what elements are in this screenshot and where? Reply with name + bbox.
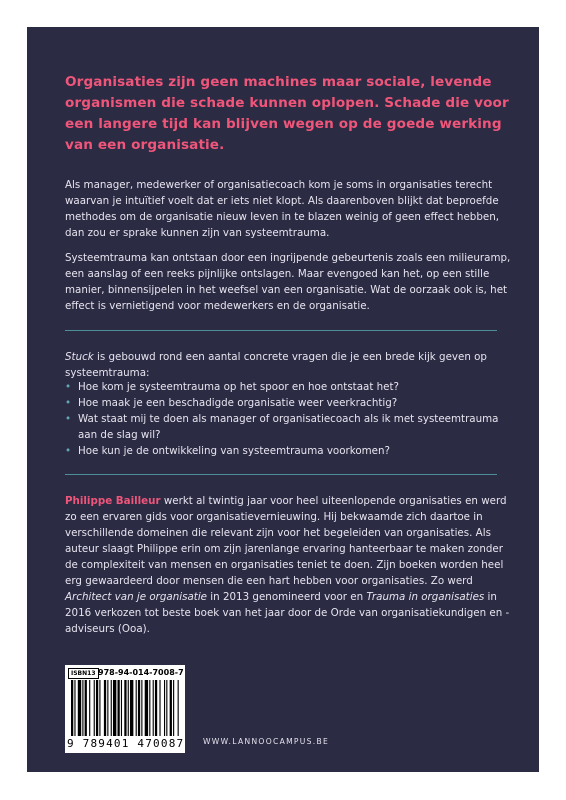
website-url: WWW.LANNOOCAMPUS.BE xyxy=(203,737,330,746)
paragraph-causes: Systeemtrauma kan ontstaan door een ingrijpende gebeurtenis zoals een milieuramp, een aanslag of een reeks pijnlijke ontslagen. Maar evengoed kan het, op een stille manier, binnensijpelen in het weefsel van een organisatie. Wat de oorzaak ook is, het effect is vernietigend voor medewerkers en de organisatie. xyxy=(65,252,511,312)
bio-text: in 2016 verkozen tot beste boek van het jaar door de Orde van organisatiekundigen en -adviseurs (Ooa). xyxy=(65,591,510,635)
intro-text: is gebouwd rond een aantal concrete vragen die je een brede kijk geven op systeemtrauma: xyxy=(65,351,487,379)
barcode-bar xyxy=(89,680,90,736)
question-text: Wat staat mij te doen als manager of organisatiecoach als ik met systeemtrauma aan de slag wil? xyxy=(78,413,499,441)
barcode-bar xyxy=(155,680,157,736)
question-text: Hoe maak je een beschadigde organisatie weer veerkrachtig? xyxy=(78,397,398,409)
author-name: Philippe Bailleur xyxy=(65,495,161,507)
barcode-bar xyxy=(96,680,98,736)
question-item xyxy=(65,379,515,395)
barcode-bars xyxy=(71,680,181,736)
divider xyxy=(65,474,497,475)
barcode-bar xyxy=(141,680,142,736)
questions-intro xyxy=(65,349,515,381)
barcode-bar xyxy=(107,680,108,736)
isbn-label: ISBN13 xyxy=(68,668,99,679)
barcode-bar xyxy=(145,680,148,736)
barcode-bar xyxy=(173,680,174,736)
barcode-bar xyxy=(117,680,119,736)
barcode-bar xyxy=(94,680,95,736)
paragraph-symptoms: Als manager, medewerker of organisatiecoach kom je soms in organisaties terecht waarvan je intuïtief voelt dat er iets niet klopt. Als daarenboven blijkt dat beproefde methodes om de organisatie nieuw leven in te blazen weinig of geen effect hebben, dan zou er sprake kunnen zijn van systeemtrauma. xyxy=(65,179,499,239)
divider xyxy=(65,330,497,331)
barcode-bar xyxy=(166,680,167,736)
barcode-bar xyxy=(78,680,81,736)
barcode-bar xyxy=(74,680,75,736)
bullet-icon: • xyxy=(65,397,72,409)
barcode-bar xyxy=(170,680,172,736)
barcode-bar xyxy=(128,680,129,736)
barcode-bar xyxy=(149,680,150,736)
barcode-bar xyxy=(85,680,87,736)
barcode-bar xyxy=(159,680,160,736)
barcode-digits: 9 789401 470087 xyxy=(67,737,185,750)
barcode-bar xyxy=(178,680,179,736)
question-item xyxy=(65,395,515,411)
bio-text: werkt al twintig jaar voor heel uiteenlopende organisaties en werd zo een ervaren gids voor organisatievernieuwing. Hij bekwaamde zich daartoe in verschillende domeinen die relevant zijn voor het begeleiden van organisaties. Als auteur slaagt Philippe erin om zijn jarenlange ervaring hanteerbaar te maken zonder de complexiteit van mensen en organisaties teniet te doen. Zijn boeken worden heel erg gewaardeerd door mensen die een hart hebben voor organisaties. Zo werd xyxy=(65,495,507,587)
barcode-bar xyxy=(164,680,165,736)
bullet-icon: • xyxy=(65,381,72,393)
barcode-bar xyxy=(111,680,112,736)
back-cover xyxy=(27,27,539,772)
book-title: Trauma in organisaties xyxy=(366,591,485,603)
question-item xyxy=(65,443,515,459)
author-bio xyxy=(65,493,515,637)
barcode-bar xyxy=(104,680,106,736)
barcode-bar xyxy=(121,680,122,736)
barcode-bar xyxy=(124,680,126,736)
barcode-bar xyxy=(153,680,154,736)
barcode-bar xyxy=(113,680,116,736)
barcode-bar xyxy=(82,680,83,736)
question-text: Hoe kun je de ontwikkeling van systeemtrauma voorkomen? xyxy=(78,445,390,457)
barcode-bar xyxy=(130,680,133,736)
barcode-bar xyxy=(138,680,140,736)
question-text: Hoe kom je systeemtrauma op het spoor en hoe ontstaat het? xyxy=(78,381,400,393)
barcode-bar xyxy=(99,680,100,736)
isbn-barcode xyxy=(65,665,185,753)
questions-list xyxy=(65,379,515,459)
book-title: Architect van je organisatie xyxy=(65,591,208,603)
barcode-bar xyxy=(136,680,137,736)
lead-text: Organisaties zijn geen machines maar sociale, levende organismen die schade kunnen oplopen. Schade die voor een langere tijd kan blijven wegen op de goede werking van een organisatie. xyxy=(65,74,509,153)
bio-text: in 2013 genomineerd voor en xyxy=(207,591,367,603)
bullet-icon: • xyxy=(65,445,72,457)
barcode-bar xyxy=(71,680,73,736)
question-item xyxy=(65,411,515,443)
bullet-icon: • xyxy=(65,413,72,425)
isbn-number: 978-94-014-7008-7 xyxy=(98,668,184,677)
book-title: Stuck xyxy=(65,351,94,363)
